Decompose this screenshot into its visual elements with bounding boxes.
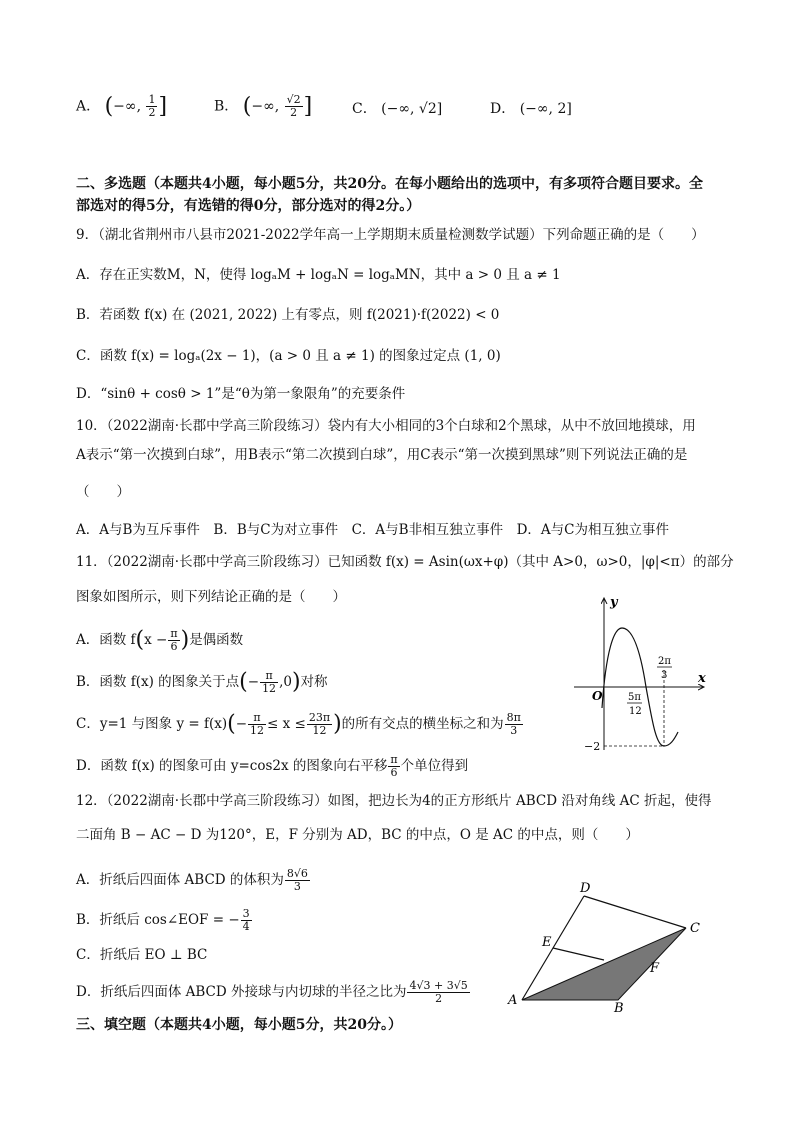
q12-option-b [76, 908, 253, 933]
q11-d-fraction: $\frac{\pi}{6}$ [390, 753, 398, 779]
q8-a-fraction: $\frac{1}{2}$ [148, 93, 156, 119]
tick-2pi-3-den: 3 [661, 670, 668, 681]
q11-c-left-fraction: $\frac{\pi}{12}$ [250, 711, 265, 737]
q10-stem-line2: A表示“第一次摸到白球”，用B表示“第二次摸到白球”，用C表示“第一次摸到黑球”则下列说法正确的是 [76, 447, 688, 463]
q9-option-b: B．若函数 f(x) 在 (2021, 2022) 上有零点，则 f(2021)·f(2022) < 0 [76, 307, 500, 323]
min-value-label: −2 [584, 740, 601, 753]
origin-label: O [592, 689, 603, 703]
q9-option-d: D．“sinθ + cosθ > 1”是“θ为第一象限角”的充要条件 [76, 386, 406, 402]
q11-c-suffix: 的所有交点的横坐标之和为 [341, 716, 504, 732]
label-b: B [614, 1001, 624, 1015]
q8-a-lower: −∞, [113, 98, 142, 115]
q12-b-prefix: B．折纸后 cos∠EOF = − [76, 912, 240, 928]
label-d: D [580, 881, 591, 896]
q12-d-fraction: $\frac{4√3 + 3√5}{2}$ [409, 979, 468, 1005]
tick-2pi-3-num: 2π [658, 656, 671, 667]
label-e: E [542, 935, 552, 950]
q11-b-suffix: 对称 [300, 674, 328, 690]
q11-c-prefix: C．y=1 与图象 y = f(x) [76, 716, 228, 732]
q9-option-a: A．存在正实数M，N，使得 logₐM + logₐN = logₐMN，其中 a > 0 且 a ≠ 1 [76, 267, 561, 283]
q11-function-graph [566, 590, 716, 760]
q8-c-text: (−∞, √2] [381, 101, 443, 117]
q8-c-label: C． [352, 101, 377, 117]
q8-option-a: A． (−∞, $\frac{1}{2}$ ] [76, 93, 168, 119]
q12-stem-line1: 12．（2022湖南·长郡中学高三阶段练习）如图，把边长为4的正方形纸片 ABCD 沿对角线 AC 折起，使得 [76, 793, 712, 809]
q12-stem-line2: 二面角 B − AC − D 为120°，E，F 分别为 AD，BC 的中点，O 是 AC 的中点，则（ ） [76, 827, 639, 843]
q10-stem-line3: （ ） [76, 484, 130, 500]
tick-5pi-12-num: 5π [628, 692, 641, 703]
q8-b-label: B． [214, 98, 239, 115]
q11-option-b: B．函数 f(x) 的图象关于点(− $\frac{\pi}{12}$ ,0)对称 [76, 669, 328, 695]
x-axis-label: x [698, 671, 706, 686]
q12-a-prefix: A．折纸后四面体 ABCD 的体积为 [76, 872, 284, 888]
section2-heading-line2: 部选对的得5分，有选错的得0分，部分选对的得2分。） [76, 198, 421, 214]
q12-option-c: C．折纸后 EO ⊥ BC [76, 947, 208, 963]
q11-a-suffix: 是偶函数 [189, 632, 244, 648]
q9-stem: 9．（湖北省荆州市八县市2021-2022学年高一上学期期末质量检测数学试题）下列命题正确的是（ ） [76, 227, 705, 243]
label-f: F [650, 961, 660, 976]
q11-c-right-fraction: $\frac{23\pi}{12}$ [308, 711, 331, 737]
q12-b-fraction: $\frac{3}{4}$ [242, 907, 250, 933]
q11-option-c: C．y=1 与图象 y = f(x)(− $\frac{\pi}{12}$ ≤ x ≤ $\frac{23\pi}{12}$ )的所有交点的横坐标之和为 $\frac{8\pi}{3}$ [76, 711, 521, 737]
q10-options: A．A与B为互斥事件 B．B与C为对立事件 C．A与B非相互独立事件 D．A与C为相互独立事件 [76, 522, 669, 538]
q11-c-result-fraction: $\frac{8\pi}{3}$ [506, 711, 521, 737]
q11-b-tail: ,0 [279, 674, 292, 690]
q12-option-d [76, 980, 471, 1005]
q11-b-prefix: B．函数 f(x) 的图象关于点 [76, 674, 240, 690]
q11-option-d [76, 754, 468, 779]
q12-a-fraction: $\frac{8√6}{3}$ [286, 867, 308, 893]
q11-b-fraction: $\frac{\pi}{12}$ [262, 669, 277, 695]
q11-d-suffix: 个单位得到 [400, 758, 469, 774]
q11-a-prefix: A．函数 f [76, 632, 136, 648]
q10-stem-line1: 10．（2022湖南·长郡中学高三阶段练习）袋内有大小相同的3个白球和2个黑球，从中不放回地摸球，用 [76, 418, 696, 434]
y-axis-label: y [610, 595, 618, 610]
q8-b-fraction: $\frac{√2}{2}$ [286, 93, 301, 119]
q11-d-prefix: D．函数 f(x) 的图象可由 y=cos2x 的图象向右平移 [76, 758, 388, 774]
q11-stem-line2: 图象如图所示，则下列结论正确的是（ ） [76, 589, 346, 605]
tick-5pi-12-den: 12 [629, 706, 642, 717]
section2-heading-line1: 二、多选题（本题共4小题，每小题5分，共20分。在每小题给出的选项中，有多项符合题目要求。全 [76, 176, 703, 192]
q8-b-lower: −∞, [251, 98, 280, 115]
section3-heading: 三、填空题（本题共4小题，每小题5分，共20分。） [76, 1017, 402, 1033]
q9-option-c: C．函数 f(x) = logₐ(2x − 1)，(a > 0 且 a ≠ 1) 的图象过定点 (1, 0) [76, 348, 501, 364]
q11-b-sign: − [247, 674, 260, 690]
q8-d-label: D． [490, 101, 516, 117]
q11-option-a: A．函数 f(x − $\frac{\pi}{6}$ )是偶函数 [76, 627, 244, 653]
label-a: A [508, 993, 518, 1008]
q11-c-mid: ≤ x ≤ [267, 716, 306, 732]
q8-option-b: B． (−∞, $\frac{√2}{2}$ ] [214, 93, 313, 119]
q8-a-label: A． [76, 98, 101, 115]
q12-folded-square-figure [500, 880, 720, 1015]
q8-option-d [490, 98, 572, 118]
q8-d-text: (−∞, 2] [519, 101, 572, 117]
edge-ef [553, 948, 604, 960]
q12-d-prefix: D．折纸后四面体 ABCD 外接球与内切球的半径之比为 [76, 984, 407, 1000]
q11-stem-line1: 11．（2022湖南·长郡中学高三阶段练习）已知函数 f(x) = Asin(ωx+φ)（其中 A>0，ω>0，|φ|<π）的部分 [76, 554, 734, 570]
q8-option-c [352, 98, 442, 118]
label-c: C [690, 921, 700, 936]
q11-a-fraction: $\frac{\pi}{6}$ [170, 627, 178, 653]
edge-dc [584, 896, 686, 928]
q11-a-inner: x − [144, 632, 168, 648]
q12-option-a [76, 868, 311, 893]
